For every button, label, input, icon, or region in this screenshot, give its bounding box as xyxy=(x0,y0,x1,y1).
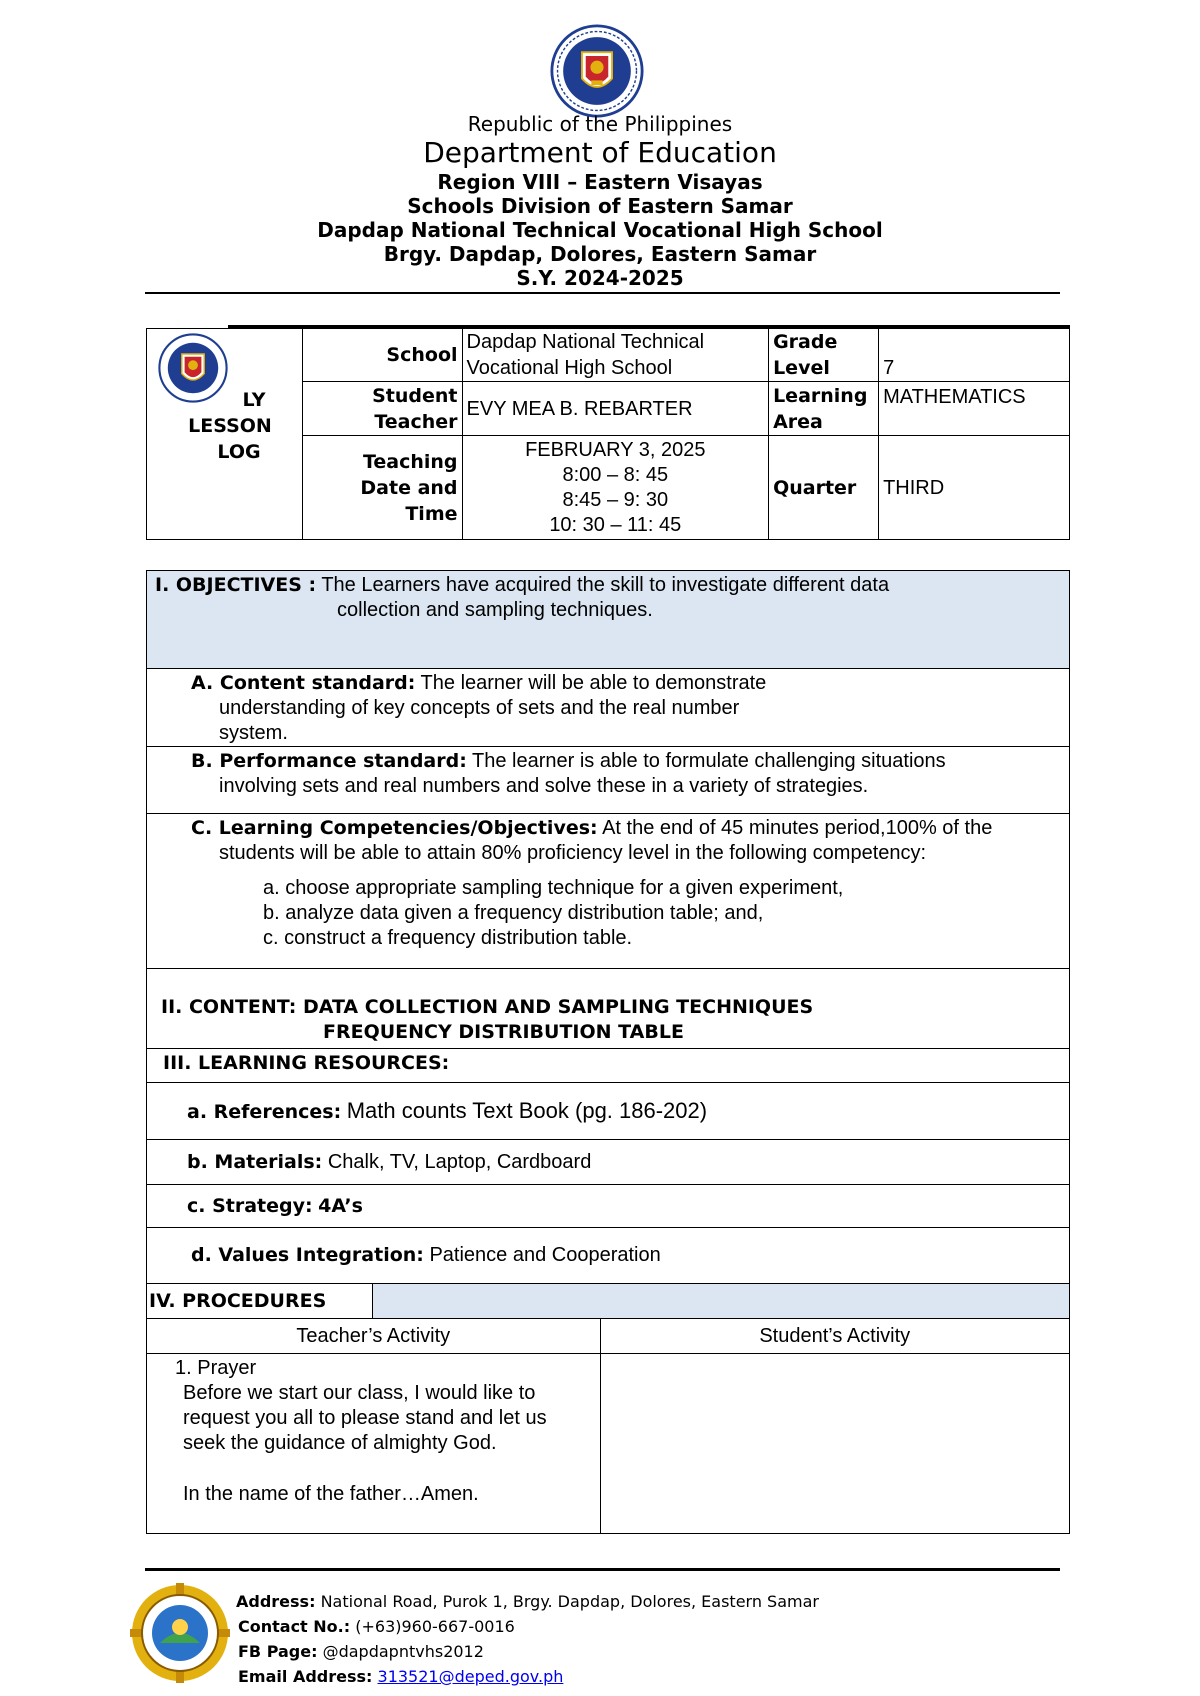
header-rule xyxy=(145,292,1060,294)
procedures-heading-fill xyxy=(372,1284,1069,1319)
grade-level-value: 7 xyxy=(879,329,1070,382)
performance-standard-label: B. Performance standard: xyxy=(191,750,467,772)
footer-contact: Contact No.: (+63)960-667-0016 xyxy=(238,1617,515,1636)
objectives-heading: I. OBJECTIVES : xyxy=(155,574,317,596)
quarter-label: Quarter xyxy=(769,436,879,540)
prayer-title: 1. Prayer xyxy=(175,1357,257,1379)
list-item: c. construct a frequency distribution table. xyxy=(263,927,633,949)
division-line: Schools Division of Eastern Samar xyxy=(407,194,793,218)
content-standard-label: A. Content standard: xyxy=(191,672,416,694)
materials-label: b. Materials: xyxy=(187,1150,323,1173)
list-item: a. choose appropriate sampling technique for a given experiment, xyxy=(263,877,844,899)
teacher-activity-header: Teacher’s Activity xyxy=(147,1319,601,1354)
quarter-value: THIRD xyxy=(879,436,1070,540)
footer-rule xyxy=(145,1568,1060,1571)
competencies-list xyxy=(263,876,1069,951)
republic-line: Republic of the Philippines xyxy=(467,112,733,136)
content-heading: II. CONTENT: DATA COLLECTION AND SAMPLING TECHNIQUES xyxy=(161,996,814,1018)
competencies-label: C. Learning Competencies/Objectives: xyxy=(191,817,598,839)
lesson-plan-table xyxy=(146,570,1070,1534)
deped-seal-logo xyxy=(548,24,646,118)
values-row xyxy=(147,1228,1070,1284)
teacher-activity-cell xyxy=(147,1354,601,1534)
grade-level-label: Grade Level xyxy=(769,329,879,382)
references-value: Math counts Text Book (pg. 186-202) xyxy=(346,1097,708,1123)
content-section xyxy=(147,969,1070,1049)
strategy-row xyxy=(147,1185,1070,1228)
content-standard-text-3: system. xyxy=(219,722,288,744)
performance-standard-section xyxy=(147,747,1070,814)
prayer-text-3: seek the guidance of almighty God. xyxy=(183,1432,497,1454)
values-label: d. Values Integration: xyxy=(191,1244,424,1266)
content-heading-2: FREQUENCY DISTRIBUTION TABLE xyxy=(323,1021,684,1043)
procedures-heading: IV. PROCEDURES xyxy=(147,1284,373,1319)
objectives-text-cont: collection and sampling techniques. xyxy=(337,599,653,621)
school-year-line: S.Y. 2024-2025 xyxy=(516,266,684,290)
department-title: Department of Education xyxy=(423,136,777,169)
references-row xyxy=(147,1083,1070,1140)
learning-area-value: MATHEMATICS xyxy=(879,382,1070,436)
objectives-text: The Learners have acquired the skill to investigate different data xyxy=(321,574,890,596)
footer-email: Email Address: 313521@deped.gov.ph xyxy=(238,1667,564,1686)
materials-row xyxy=(147,1140,1070,1185)
list-item: b. analyze data given a frequency distribution table; and, xyxy=(263,902,764,924)
strategy-value: 4A’s xyxy=(318,1194,363,1217)
values-value: Patience and Cooperation xyxy=(429,1244,661,1266)
references-label: a. References: xyxy=(187,1100,342,1123)
prayer-text-4: In the name of the father…Amen. xyxy=(183,1483,479,1505)
lesson-log-title: LY LESSON LOG xyxy=(188,389,272,463)
teaching-datetime-label: Teaching Date and Time xyxy=(302,436,462,540)
teaching-datetime-value: FEBRUARY 3, 2025 8:00 – 8: 45 8:45 – 9: 30 10: 30 – 11: 45 xyxy=(462,436,769,540)
email-link[interactable]: 313521@deped.gov.ph xyxy=(377,1667,564,1686)
strategy-label: c. Strategy: xyxy=(187,1194,313,1217)
school-label: School xyxy=(302,329,462,382)
content-standard-text-2: understanding of key concepts of sets and the real number xyxy=(219,697,740,719)
footer-fb-page: FB Page: @dapdapntvhs2012 xyxy=(238,1642,484,1661)
prayer-text: Before we start our class, I would like to xyxy=(183,1382,536,1404)
learning-area-label: Learning Area xyxy=(769,382,879,436)
school-gear-seal-logo xyxy=(130,1583,230,1683)
address-line: Brgy. Dapdap, Dolores, Eastern Samar xyxy=(383,242,817,266)
school-value: Dapdap National Technical Vocational High School xyxy=(462,329,769,382)
competencies-text: At the end of 45 minutes period,100% of the xyxy=(602,817,993,839)
objectives-section xyxy=(147,571,1070,669)
content-standard-text: The learner will be able to demonstrate xyxy=(420,672,767,694)
resources-heading: III. LEARNING RESOURCES: xyxy=(147,1049,1070,1083)
footer-address: Address: National Road, Purok 1, Brgy. Dapdap, Dolores, Eastern Samar xyxy=(236,1592,819,1611)
content-standard-section xyxy=(147,669,1070,747)
region-line: Region VIII – Eastern Visayas xyxy=(437,170,763,194)
school-line: Dapdap National Technical Vocational High School xyxy=(317,218,883,242)
competencies-text-2: students will be able to attain 80% proficiency level in the following competency: xyxy=(219,842,927,864)
performance-standard-text: The learner is able to formulate challenging situations xyxy=(472,750,946,772)
competencies-section xyxy=(147,814,1070,969)
prayer-text-2: request you all to please stand and let us xyxy=(183,1407,547,1429)
student-activity-header: Student’s Activity xyxy=(600,1319,1069,1354)
student-teacher-value: EVY MEA B. REBARTER xyxy=(462,382,769,436)
student-teacher-label: Student Teacher xyxy=(302,382,462,436)
student-activity-cell xyxy=(600,1354,1069,1534)
materials-value: Chalk, TV, Laptop, Cardboard xyxy=(327,1150,592,1173)
lesson-log-title-cell xyxy=(147,329,303,540)
performance-standard-text-2: involving sets and real numbers and solve these in a variety of strategies. xyxy=(219,775,869,797)
lesson-info-table xyxy=(146,328,1070,540)
